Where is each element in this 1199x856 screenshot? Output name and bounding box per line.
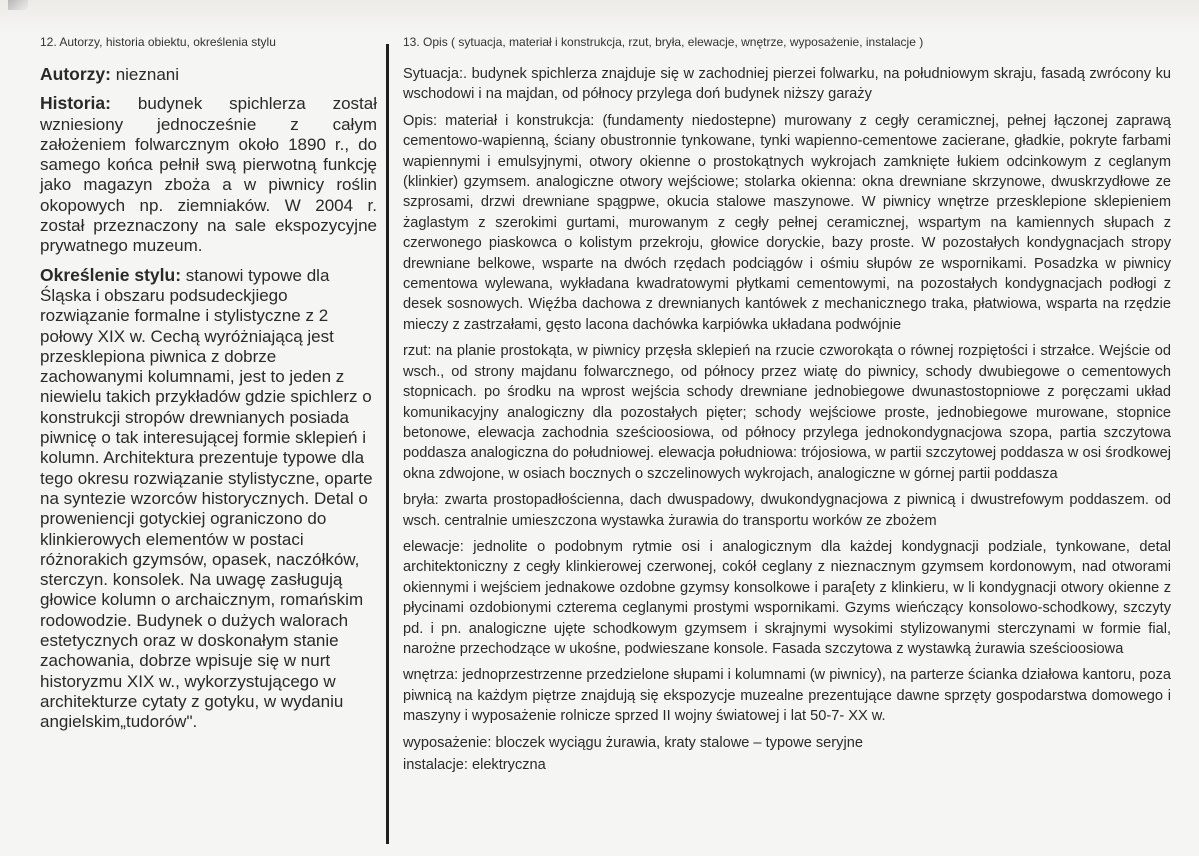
installations-label: instalacje:	[403, 757, 468, 773]
history-text: budynek spichlerza został wzniesiony jednocześnie z całym założeniem folwarcznym około 1890 r., do samego końca pełnił swą pierwotną funkcję jako magazyn zboża a w piwnicy roślin okopowych np. ziemniaków. W 2004 r. został przeznaczony na sale ekspozycyjne prywatnego muzeum.	[40, 94, 377, 256]
situation-text: . budynek spichlerza znajduje się w zachodniej pierzei folwarku, na południowym skraju, fasadą zwrócony ku wschodowi i na majdan, od północy przylega doń budynek niższy garaży	[403, 66, 1171, 103]
history-label: Historia:	[40, 93, 111, 114]
installations-text: elektryczna	[467, 757, 546, 773]
mass-text: zwarta prostopadłościenna, dach dwuspadowy, dwukondygnacjowa z piwnicą i dwustrefowym poddaszem. od wsch. centralnie umieszczona wystawka żurawia do transportu worków ze zbożem	[403, 492, 1171, 529]
authors-text: nieznani	[115, 65, 180, 84]
elevations-label: elewacje:	[403, 538, 464, 555]
plan-paragraph	[403, 341, 1171, 484]
mass-paragraph	[403, 490, 1171, 531]
elevations-text: jednolite o podobnym rytmie osi i analogicznym dla każdej kondygnacji podziale, tynkowane, detal architektoniczny z cegły klinkierowej czerwonej, cokół ceglany z nieznacznym gzymsem kordonowym, nad otworami okiennymi i wejściem jednakowe ozdobne gzymsy konsolkowe i para[ety z klinkieru, w li kondygnacji otwory okienne z płycinami ozdobionymi czterema ceglanymi prostymi wspornikami. Gzyms wieńczący konsolowo-schodkowy, szczyty pd. i pn. analogiczne ujęte schodkowym gzymsem i skrajnymi wysokimi stylizowanymi sterczynami w formie fial, narożne przechodzące w ukośne, podwieszane konsole. Fasada szczytowa z wystawką żurawia sześcioosiowa	[403, 538, 1171, 657]
style-label: Określenie stylu:	[40, 264, 182, 285]
authors-label: Autorzy:	[40, 64, 111, 84]
material-paragraph	[403, 111, 1171, 335]
scan-corner-mark	[8, 0, 28, 10]
left-column	[40, 32, 377, 741]
installations-paragraph	[403, 755, 1171, 775]
equipment-label: wyposażenie:	[403, 734, 492, 751]
style-paragraph	[40, 265, 377, 733]
column-divider	[386, 44, 389, 844]
history-paragraph	[40, 93, 377, 256]
material-text: (fundamenty niedostepne) murowany z cegły ceramicznej, pełnej łączonej zaprawą cementowo-wapienną, ściany obustronnie tynkowane, tynki wapienno-cementowe zacierane, gładkie, pokryte farbami wapiennymi i emulsyjnymi, otwory okienne o prostokątnych wykrojach zamknięte łukiem odcinkowym z ceglanym (klinkier) gzymsem. analogiczne otwory wejściowe; stolarka okienna: okna drewniane skrzynowe, dwuskrzydłowe ze szprosami, drzwi drewniane spągpwe, okucia stalowe maszynowe. W piwnicy wnętrze przesklepione sklepieniem żaglastym z szerokimi gurtami, murowanym z cegły pełnej ceramicznej, wspartym na kamiennych słupach z czerwonego piaskowca o kolistym przekroju, głowice doryckie, bazy proste. W pozostałych kondygnacjach stropy drewniane belkowe, wsparte na dwóch rzędach podciągów i ośmiu słupów ze wspornikami. Posadzka w piwnicy cementowa wylewana, wykładana kwadratowymi płytkami cementowymi, na pozostałych kondygnacjach podłogi z desek sosnowych. Więźba dachowa z drewnianych kantówek z mechanicznego traka, płatwiowa, wsparta na rzędzie mieczy z zastrzałami, gęsto lacona dachówka karpiówka układana podwójnie	[403, 112, 1171, 333]
interiors-label: wnętrza:	[403, 667, 459, 684]
section-13-heading: 13. Opis ( sytuacja, materiał i konstrukcja, rzut, bryła, elewacje, wnętrze, wyposażenie, instalacje )	[403, 35, 924, 49]
situation-paragraph	[403, 64, 1171, 105]
scan-shadow	[0, 0, 1199, 34]
situation-label: Sytuacja:	[403, 66, 464, 82]
elevations-paragraph	[403, 537, 1171, 659]
mass-label: bryła:	[403, 492, 439, 509]
authors-paragraph	[40, 64, 377, 85]
right-column	[403, 32, 1171, 777]
equipment-text: bloczek wyciągu żurawia, kraty stalowe – typowe seryjne	[491, 734, 863, 751]
style-text: stanowi typowe dla Śląska i obszaru podsudeckjiego rozwiązanie formalne i stylistyczne z 2 połowy XIX w. Cechą wyróżniającą jest przesklepiona piwnica z dobrze zachowanymi kolumnami, jest to jeden z niewielu takich przykładów gdzie spichlerz o konstrukcji stropów drewnianych posiada piwnicę o tak interesującej formie sklepień i kolumn. Architektura prezentuje typowe dla tego okresu rozwiązanie stylistyczne, oparte na syntezie wzorców historycznych. Detal o proweniencji gotyckiej ograniczono do klinkierowych elementów w postaci różnorakich gzymsów, opasek, naczółków, sterczyn. konsolek. Na uwagę zasługują głowice kolumn o archaicznym, romańskim rodowodzie. Budynek o dużych walorach estetycznych oraz w doskonałym stanie zachowania, dobrze wpisuje się w nurt historyzmu XIX w., wykorzystującego w architekturze cytaty z gotyku, w wydaniu angielskim„tudorów".	[40, 265, 373, 732]
interiors-text: jednoprzestrzenne przedzielone słupami i kolumnami (w piwnicy), na parterze ścianka działowa kantoru, poza piwnicą na każdym piętrze znajdują się ekspozycje muzealne prezentujące dawne sprzęty gospodarstwa domowego i maszyny i wyposażenie rolnicze sprzed II wojny światowej i lat 50-7- XX w.	[403, 667, 1171, 725]
section-12-heading: 12. Autorzy, historia obiektu, określenia stylu	[40, 35, 276, 49]
plan-text: na planie prostokąta, w piwnicy przęsła sklepień na rzucie czworokąta o równej rozpiętości i strzałce. Wejście od wsch., od strony majdanu folwarcznego, od północy przez wiatę do piwnicy, schody dwubiegowe o cementowych stopnicach. po środku na wprost wejścia schody drewniane jednobiegowe dwunastostopniowe z poręczami układ komunikacyjny analogiczny dla pozostałych pięter; schody wejściowe proste, jednobiegowe murowane, stopnice betonowe, elewacja zachodnia sześcioosiowa, od północy przylega jednokondygnacjowa szopa, partia szczytowa poddasza analogiczna do południowej. elewacja południowa: trójosiowa, w partii szczytowej poddasza w osi środkowej okna zdwojone, w osiach bocznych o szczelinowych wykrojach, analogiczne w górnej partii poddasza	[403, 343, 1171, 482]
interiors-paragraph	[403, 665, 1171, 726]
plan-label: rzut:	[403, 343, 432, 360]
material-label: Opis: materiał i konstrukcja:	[403, 112, 595, 129]
equipment-paragraph	[403, 733, 1171, 753]
